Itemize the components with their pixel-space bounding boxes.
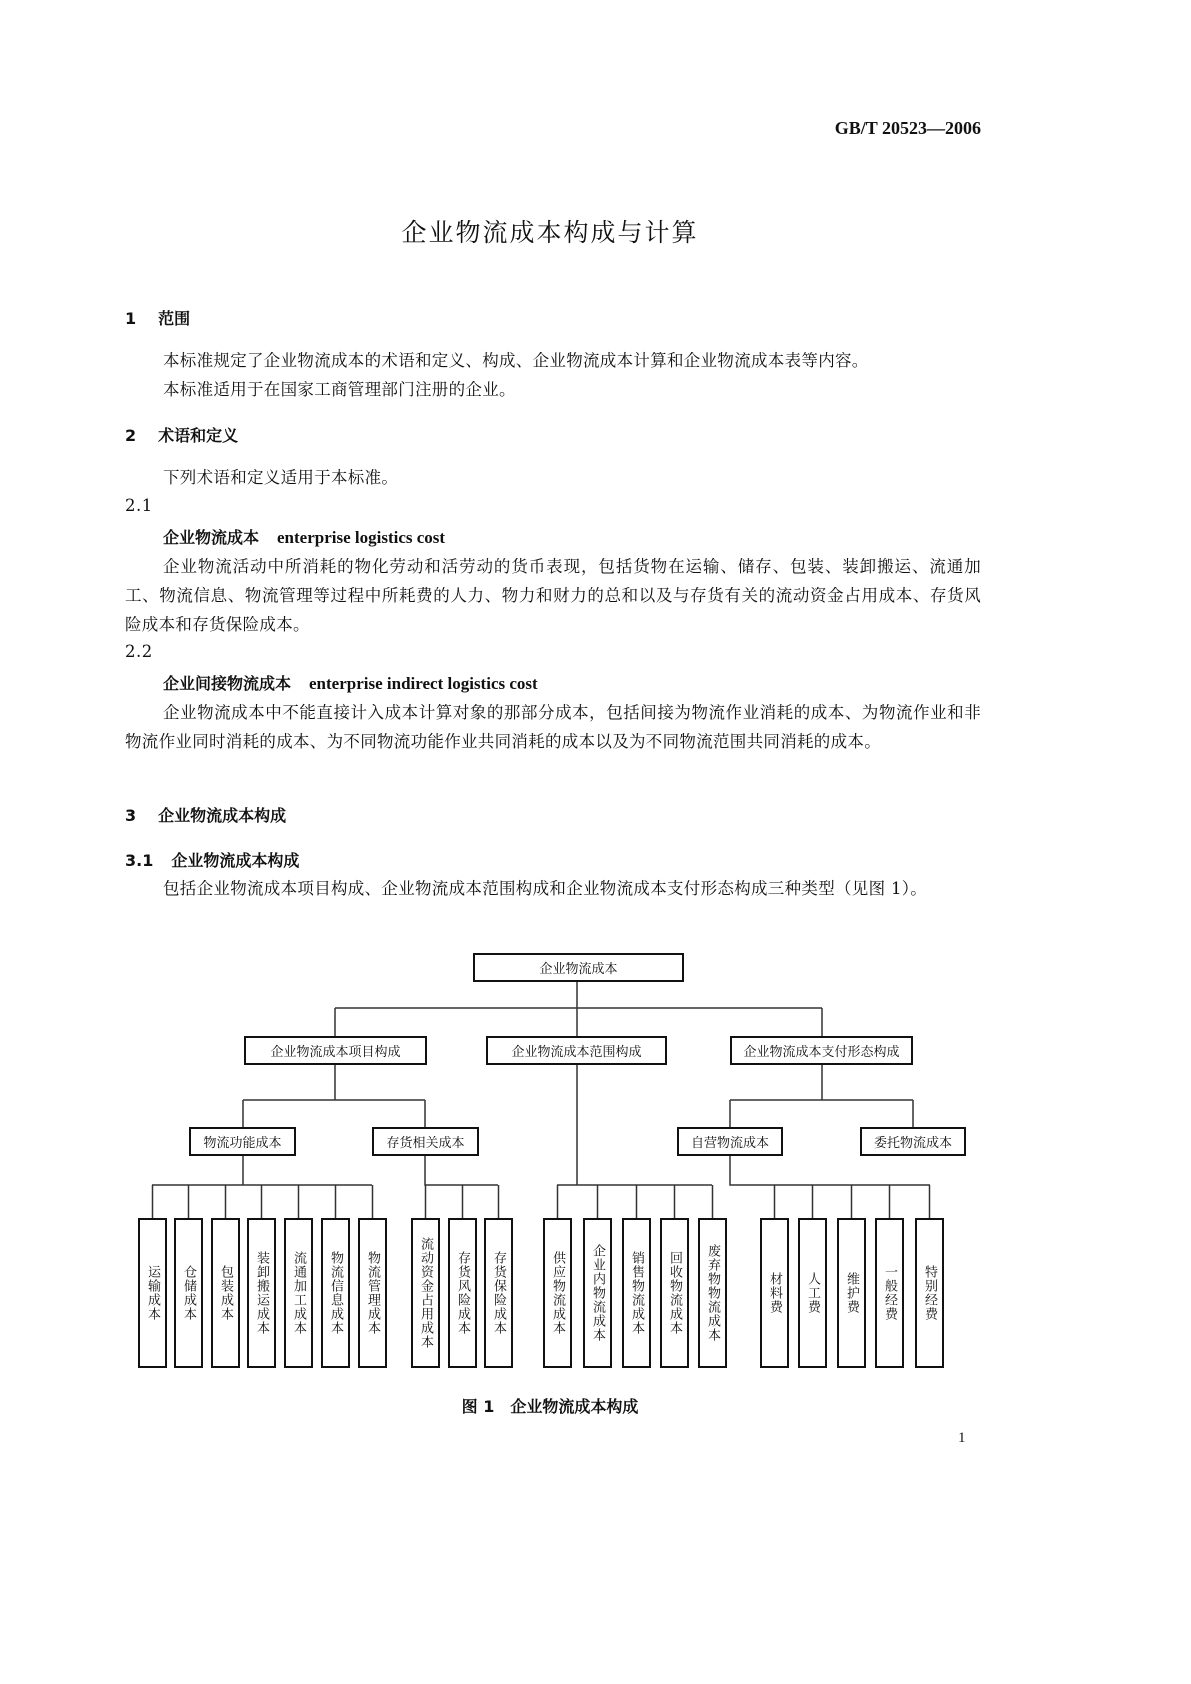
diagram-node-self-operated-cost: 自营物流成本 bbox=[677, 1127, 783, 1156]
leaf-label: 装卸搬运成本 bbox=[254, 1251, 269, 1335]
leaf-label: 维护费 bbox=[844, 1272, 859, 1314]
leaf-label: 存货风险成本 bbox=[455, 1251, 470, 1335]
document-title: 企业物流成本构成与计算 bbox=[401, 218, 699, 247]
diagram-node-item-composition: 企业物流成本项目构成 bbox=[244, 1036, 427, 1065]
figure-caption: 图 1 企业物流成本构成 bbox=[461, 1397, 639, 1416]
section-number: 2 bbox=[125, 426, 137, 445]
diagram-leaf-node bbox=[543, 1218, 572, 1368]
diagram-leaf-node bbox=[411, 1218, 440, 1368]
leaf-label: 销售物流成本 bbox=[629, 1251, 644, 1335]
diagram-node-outsourced-cost: 委托物流成本 bbox=[860, 1127, 966, 1156]
diagram-leaf-node bbox=[837, 1218, 866, 1368]
term-definition: 企业物流成本中不能直接计入成本计算对象的那部分成本，包括间接为物流作业消耗的成本、为物流作业和非物流作业同时消耗的成本、为不同物流功能作业共同消耗的成本以及为不同物流范围共同消耗的成本。 bbox=[125, 703, 981, 751]
section-title: 范围 bbox=[158, 309, 191, 328]
leaf-label: 废弃物物流成本 bbox=[705, 1244, 720, 1342]
diagram-leaf-node bbox=[484, 1218, 513, 1368]
leaf-label: 包装成本 bbox=[218, 1265, 233, 1321]
term-en: enterprise logistics cost bbox=[277, 528, 446, 547]
leaf-label: 企业内物流成本 bbox=[590, 1244, 605, 1342]
diagram-leaf-node bbox=[138, 1218, 167, 1368]
subsection-number: 3.1 bbox=[125, 851, 154, 870]
term-cn: 企业物流成本 bbox=[163, 528, 260, 547]
leaf-label: 仓储成本 bbox=[181, 1265, 196, 1321]
diagram-leaf-node bbox=[358, 1218, 387, 1368]
paragraph: 本标准规定了企业物流成本的术语和定义、构成、企业物流成本计算和企业物流成本表等内容。 bbox=[163, 351, 869, 370]
diagram-node-payment-composition: 企业物流成本支付形态构成 bbox=[730, 1036, 913, 1065]
diagram-node-inventory-cost: 存货相关成本 bbox=[372, 1127, 479, 1156]
diagram-leaf-node bbox=[247, 1218, 276, 1368]
leaf-label: 供应物流成本 bbox=[550, 1251, 565, 1335]
leaf-label: 存货保险成本 bbox=[491, 1251, 506, 1335]
subsection-title: 企业物流成本构成 bbox=[171, 851, 300, 870]
leaf-label: 人工费 bbox=[805, 1272, 820, 1314]
diagram-leaf-node bbox=[915, 1218, 944, 1368]
leaf-label: 物流管理成本 bbox=[365, 1251, 380, 1335]
paragraph: 本标准适用于在国家工商管理部门注册的企业。 bbox=[163, 380, 516, 399]
diagram-leaf-node bbox=[875, 1218, 904, 1368]
diagram-node-function-cost: 物流功能成本 bbox=[189, 1127, 296, 1156]
page-number: 1 bbox=[958, 1430, 966, 1446]
term-en: enterprise indirect logistics cost bbox=[309, 674, 538, 693]
paragraph: 包括企业物流成本项目构成、企业物流成本范围构成和企业物流成本支付形态构成三种类型（见图 1）。 bbox=[163, 879, 928, 898]
term-number: 2.2 bbox=[125, 642, 153, 661]
section-title: 术语和定义 bbox=[158, 426, 239, 445]
standard-number: GB/T 20523—2006 bbox=[834, 118, 981, 138]
leaf-label: 材料费 bbox=[767, 1272, 782, 1314]
diagram-leaf-node bbox=[798, 1218, 827, 1368]
term-cn: 企业间接物流成本 bbox=[163, 674, 292, 693]
leaf-label: 物流信息成本 bbox=[328, 1251, 343, 1335]
diagram-node-scope-composition: 企业物流成本范围构成 bbox=[486, 1036, 667, 1065]
diagram-leaf-node bbox=[448, 1218, 477, 1368]
paragraph: 下列术语和定义适用于本标准。 bbox=[163, 468, 399, 487]
leaf-label: 流通加工成本 bbox=[291, 1251, 306, 1335]
leaf-label: 一般经费 bbox=[882, 1265, 897, 1321]
diagram-leaf-node bbox=[583, 1218, 612, 1368]
diagram-leaf-node bbox=[760, 1218, 789, 1368]
diagram-leaf-node bbox=[321, 1218, 350, 1368]
leaf-label: 流动资金占用成本 bbox=[418, 1237, 433, 1349]
section-number: 3 bbox=[125, 806, 137, 825]
diagram-root-node: 企业物流成本 bbox=[473, 953, 684, 982]
section-title: 企业物流成本构成 bbox=[158, 806, 287, 825]
diagram-leaf-node bbox=[211, 1218, 240, 1368]
term-definition: 企业物流活动中所消耗的物化劳动和活劳动的货币表现，包括货物在运输、储存、包装、装卸搬运、流通加工、物流信息、物流管理等过程中所耗费的人力、物力和财力的总和以及与存货有关的流动资金占用成本、存货风险成本和存货保险成本。 bbox=[125, 557, 981, 634]
leaf-label: 运输成本 bbox=[145, 1265, 160, 1321]
diagram-leaf-node bbox=[660, 1218, 689, 1368]
leaf-label: 回收物流成本 bbox=[667, 1251, 682, 1335]
diagram-leaf-node bbox=[174, 1218, 203, 1368]
diagram-leaf-node bbox=[698, 1218, 727, 1368]
section-number: 1 bbox=[125, 309, 137, 328]
diagram-leaf-node bbox=[284, 1218, 313, 1368]
diagram-leaf-node bbox=[622, 1218, 651, 1368]
leaf-label: 特别经费 bbox=[922, 1265, 937, 1321]
term-number: 2.1 bbox=[125, 496, 153, 515]
